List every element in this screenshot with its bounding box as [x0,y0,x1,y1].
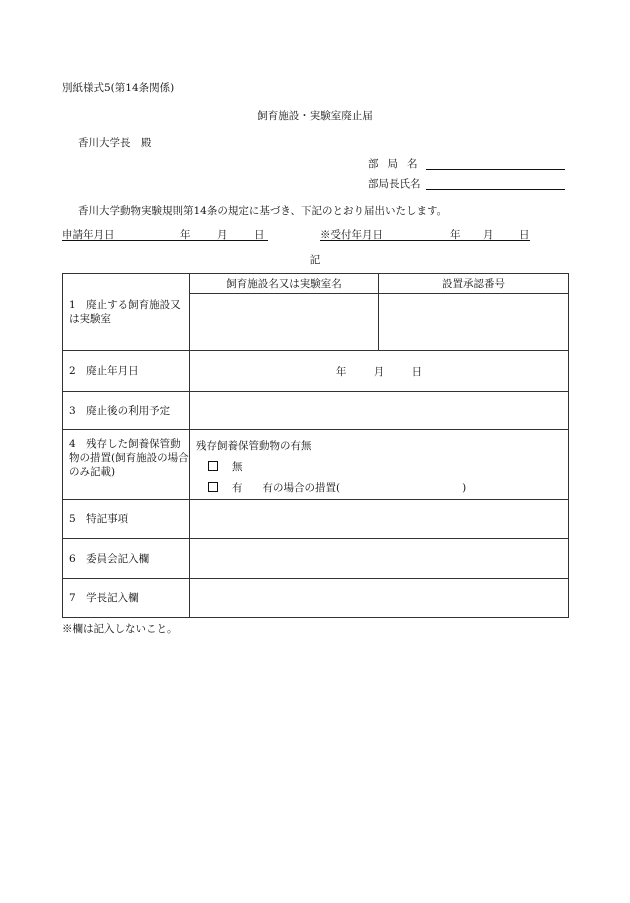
apply-date-day: 日 [254,229,265,241]
row6-label: 6 委員会記入欄 [63,539,190,579]
option-yes-label: 有 [232,482,243,494]
checkbox-none[interactable] [208,461,218,471]
dept-head-line [426,189,565,190]
ki-heading: 記 [309,254,321,266]
apply-date-year: 年 [180,229,191,241]
row5-label: 5 特記事項 [63,500,190,539]
row7-label: 7 学長記入欄 [63,579,190,618]
abolition-date-cell[interactable] [190,351,569,392]
dept-name-line [426,169,565,170]
body-text: 香川大学動物実験規則第14条の規定に基づき、下記のとおり届出いたします。 [78,205,448,217]
apply-date-underline [62,240,268,241]
future-use-cell[interactable] [190,392,569,430]
dept-name-field[interactable] [368,156,427,171]
president-cell[interactable] [190,579,569,618]
footnote: ※欄は記入しないこと。 [62,623,178,635]
option-none[interactable] [196,457,568,478]
received-date-day: 日 [519,229,530,241]
received-date-label: ※受付年月日 [320,229,383,241]
col-approval-no: 設置承認番号 [379,274,569,294]
measure-label: 有の場合の措置( [262,482,341,494]
option-none-label: 無 [232,461,243,473]
received-date-year: 年 [450,229,461,241]
row1-label: 1 廃止する飼育施設又は実験室 [63,274,190,351]
apply-date-month: 月 [217,229,228,241]
checkbox-yes[interactable] [208,482,218,492]
dept-head-field[interactable] [368,176,421,191]
measure-close: ) [462,482,467,494]
row4-label: 4 残存した飼養保管動物の措置(飼育施設の場合のみ記載) [63,430,190,500]
page-title: 飼育施設・実験室廃止届 [257,110,373,122]
approval-no-cell[interactable] [379,294,569,351]
form-table [62,273,569,618]
addressee: 香川大学長 殿 [78,137,152,149]
row2-label: 2 廃止年月日 [63,351,190,392]
remarks-cell[interactable] [190,500,569,539]
date-row [62,227,530,241]
apply-date-label: 申請年月日 [62,229,115,241]
dept-head-label: 部局長氏名 [368,178,421,190]
remaining-animals-cell [190,430,569,500]
row3-label: 3 廃止後の利用予定 [63,392,190,430]
abolition-month: 月 [373,365,385,378]
abolition-year: 年 [335,365,347,378]
received-date-month: 月 [483,229,494,241]
option-yes[interactable] [196,478,568,499]
col-facility-name: 飼育施設名又は実験室名 [190,274,379,294]
committee-cell[interactable] [190,539,569,579]
facility-name-cell[interactable] [190,294,379,351]
form-id: 別紙様式5(第14条関係) [62,82,175,94]
received-date-underline [320,240,530,241]
remaining-animals-question: 残存飼養保管動物の有無 [196,440,312,452]
dept-name-label: 部局名 [368,158,427,170]
abolition-day: 日 [411,365,423,378]
